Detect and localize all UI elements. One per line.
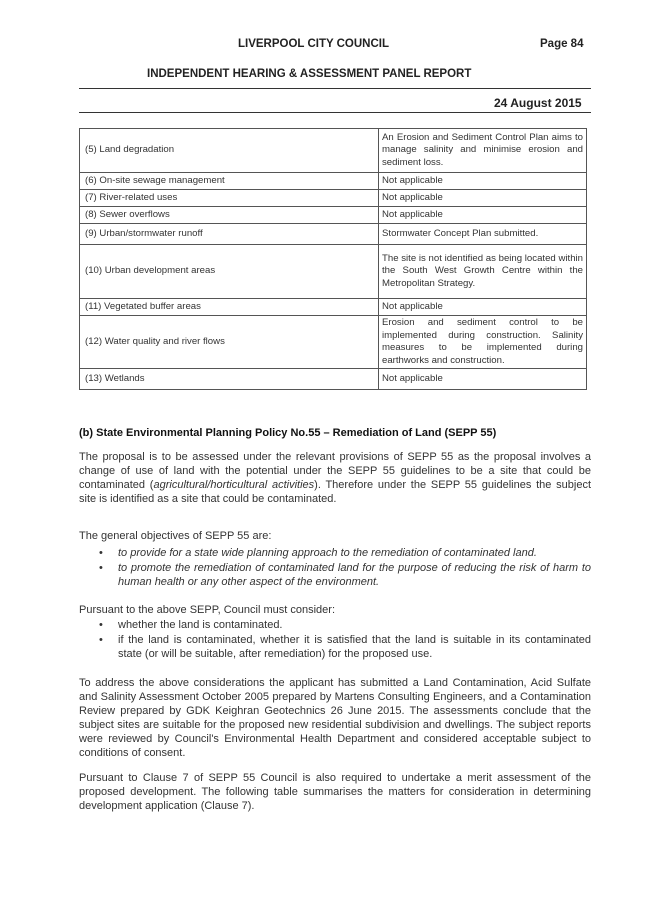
list-item-text: if the land is contaminated, whether it is satisfied that the land is suitable in its contaminated state (or will be suitable, after remediation) for the proposed use. — [118, 634, 591, 660]
report-title: INDEPENDENT HEARING & ASSESSMENT PANEL REPORT — [147, 68, 472, 80]
table-cell-item: (8) Sewer overflows — [80, 207, 379, 224]
list-item — [79, 633, 591, 661]
list-item-text: to promote the remediation of contaminated land for the purpose of reducing the risk of harm to human health or any other aspect of the environment. — [118, 562, 591, 588]
list-item — [79, 618, 591, 632]
paragraph-text: The proposal is to be assessed under the relevant provisions of SEPP 55 as the proposal involves a change of use of land with the potential under the SEPP 55 guidelines to be a site that could be contaminated ( — [79, 451, 591, 491]
list-item — [79, 546, 591, 560]
table-cell-response: An Erosion and Sediment Control Plan aims to manage salinity and minimise erosion and sediment loss. — [379, 129, 587, 173]
table-row — [80, 299, 587, 316]
table-row — [80, 245, 587, 299]
date-divider — [79, 112, 591, 113]
table-row — [80, 129, 587, 173]
paragraph-assessment: To address the above considerations the applicant has submitted a Land Contamination, Acid Sulfate and Salinity Assessment October 2005 prepared by Martens Consulting Engineers, and a Contamination Review prepared by GDK Keighran Geotechnics 26 June 2015. The assessments conclude that the subject sites are suitable for the proposed new residential subdivision and dwellings. The subject reports were reviewed by Council's Environmental Health Department and considered acceptable subject to conditions of consent. — [79, 677, 591, 759]
header-divider — [79, 88, 591, 89]
table-cell-item: (10) Urban development areas — [80, 245, 379, 299]
table-cell-response: Not applicable — [379, 299, 587, 316]
section-heading: (b) State Environmental Planning Policy No.55 – Remediation of Land (SEPP 55) — [79, 427, 497, 439]
bullet-icon: • — [99, 562, 103, 574]
report-date: 24 August 2015 — [494, 96, 582, 110]
bullet-icon: • — [99, 619, 103, 631]
table-cell-item: (11) Vegetated buffer areas — [80, 299, 379, 316]
list-item — [79, 561, 591, 589]
paragraph-italic-text: agricultural/horticultural activities — [153, 479, 315, 491]
table-row — [80, 369, 587, 390]
table-cell-response: Not applicable — [379, 173, 587, 190]
table-row — [80, 224, 587, 245]
bullet-icon: • — [99, 547, 103, 559]
objectives-list — [79, 546, 591, 589]
considerations-list — [79, 618, 591, 661]
paragraph-proposal — [79, 450, 591, 506]
table-cell-response: Not applicable — [379, 369, 587, 390]
table-cell-response: Erosion and sediment control to be implemented during construction. Salinity measures to be implemented during earthworks and construction. — [379, 316, 587, 369]
table-cell-response: Stormwater Concept Plan submitted. — [379, 224, 587, 245]
table-cell-item: (5) Land degradation — [80, 129, 379, 173]
page-number: Page 84 — [540, 38, 584, 50]
list-item-text: to provide for a state wide planning approach to the remediation of contaminated land. — [118, 547, 537, 559]
table-cell-item: (6) On-site sewage management — [80, 173, 379, 190]
consider-intro: Pursuant to the above SEPP, Council must consider: — [79, 604, 335, 616]
table-row — [80, 316, 587, 369]
list-item-text: whether the land is contaminated. — [118, 619, 283, 631]
table-cell-item: (12) Water quality and river flows — [80, 316, 379, 369]
objectives-intro: The general objectives of SEPP 55 are: — [79, 530, 272, 542]
bullet-icon: • — [99, 634, 103, 646]
table-cell-response: Not applicable — [379, 207, 587, 224]
table-row — [80, 190, 587, 207]
paragraph-clause7: Pursuant to Clause 7 of SEPP 55 Council is also required to undertake a merit assessment of the proposed development. The following table summarises the matters for consideration in determining development application (Clause 7). — [79, 772, 591, 812]
table-cell-response: The site is not identified as being located within the South West Growth Centre within the Metropolitan Strategy. — [379, 245, 587, 299]
table-cell-item: (7) River-related uses — [80, 190, 379, 207]
table-cell-response: Not applicable — [379, 190, 587, 207]
table-cell-item: (9) Urban/stormwater runoff — [80, 224, 379, 245]
table-row — [80, 207, 587, 224]
council-name: LIVERPOOL CITY COUNCIL — [238, 38, 390, 50]
table-cell-item: (13) Wetlands — [80, 369, 379, 390]
paragraph-text: ). Therefore under the SEPP 55 guidelines the subject site is identified as a site that could be contaminated. — [79, 479, 592, 505]
table-row — [80, 173, 587, 190]
considerations-table — [79, 128, 587, 390]
